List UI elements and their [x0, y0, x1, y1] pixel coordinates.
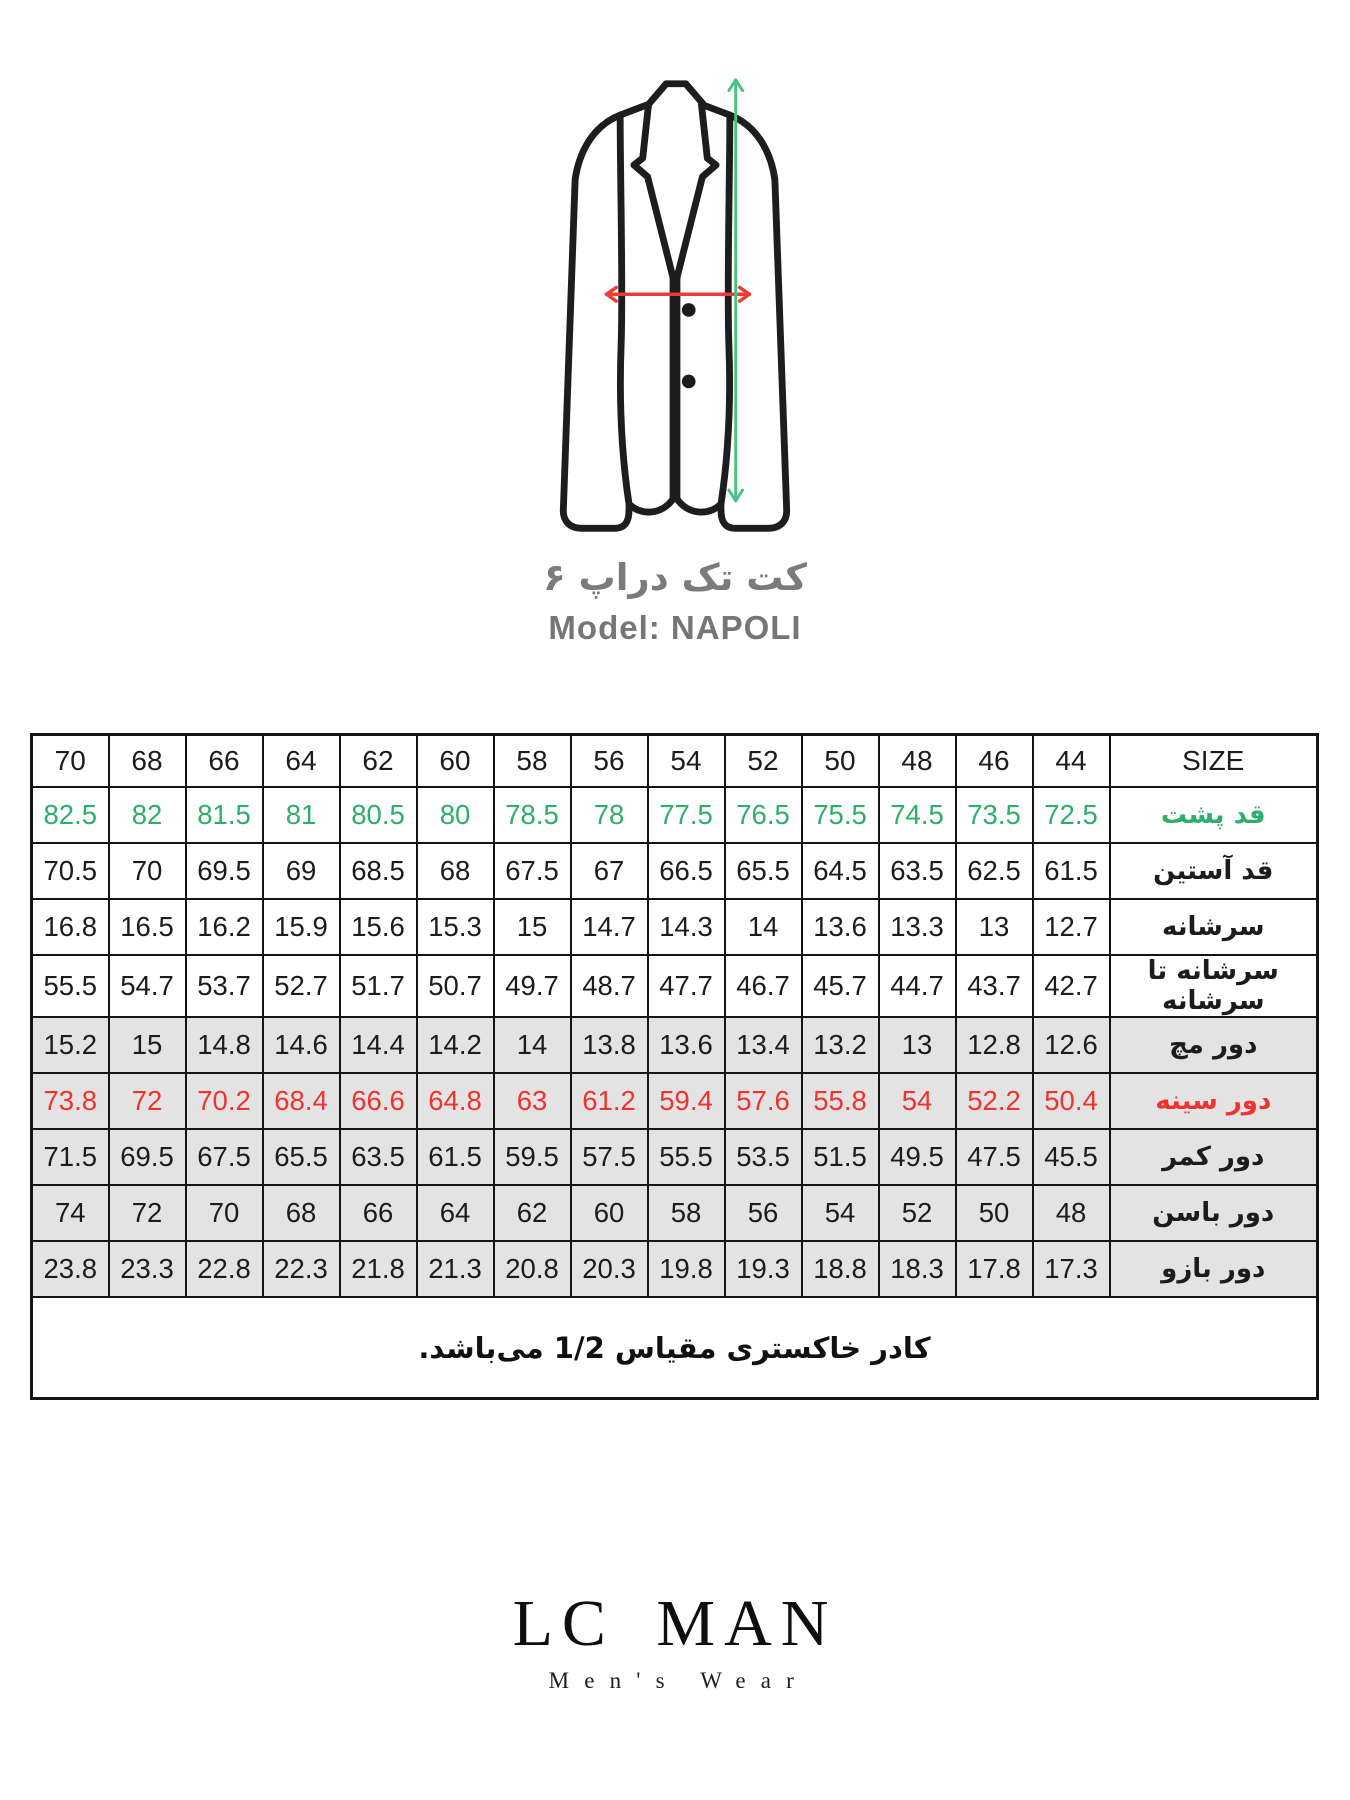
measurement-row-label: دور کمر: [1110, 1129, 1318, 1185]
measurement-cell: 55.5: [32, 955, 109, 1017]
measurement-cell: 61.5: [1033, 843, 1110, 899]
measurement-cell: 21.3: [417, 1241, 494, 1297]
measurement-cell: 66.6: [340, 1073, 417, 1129]
measurement-cell: 51.5: [802, 1129, 879, 1185]
measurement-cell: 63.5: [879, 843, 956, 899]
brand-tagline: Men's Wear: [548, 1668, 809, 1693]
measurement-cell: 13.3: [879, 899, 956, 955]
model-label: Model: NAPOLI: [548, 609, 802, 646]
measurement-row-label: دور سینه: [1110, 1073, 1318, 1129]
measurement-row: [32, 1129, 1318, 1185]
size-column-header: 52: [725, 735, 802, 788]
measurement-cell: 14.7: [571, 899, 648, 955]
measurement-cell: 56: [725, 1185, 802, 1241]
measurement-cell: 14.4: [340, 1017, 417, 1073]
measurement-cell: 15: [494, 899, 571, 955]
jacket-button-bottom: [682, 375, 696, 389]
measurement-cell: 82: [109, 787, 186, 843]
measurement-cell: 45.7: [802, 955, 879, 1017]
measurement-cell: 48.7: [571, 955, 648, 1017]
measurement-cell: 69: [263, 843, 340, 899]
measurement-cell: 48: [1033, 1185, 1110, 1241]
measurement-row: [32, 1241, 1318, 1297]
size-chart-table: [30, 733, 1319, 1400]
measurement-cell: 82.5: [32, 787, 109, 843]
measurement-cell: 75.5: [802, 787, 879, 843]
measurement-cell: 15.2: [32, 1017, 109, 1073]
size-column-header: 56: [571, 735, 648, 788]
measurement-cell: 54.7: [109, 955, 186, 1017]
measurement-cell: 17.8: [956, 1241, 1033, 1297]
measurement-cell: 64: [417, 1185, 494, 1241]
measurement-cell: 13: [956, 899, 1033, 955]
size-column-header: 64: [263, 735, 340, 788]
measurement-cell: 15.3: [417, 899, 494, 955]
size-column-header: 46: [956, 735, 1033, 788]
measurement-cell: 78: [571, 787, 648, 843]
measurement-cell: 78.5: [494, 787, 571, 843]
measurement-cell: 63: [494, 1073, 571, 1129]
jacket-collar: [649, 84, 704, 105]
measurement-cell: 51.7: [340, 955, 417, 1017]
measurement-cell: 23.8: [32, 1241, 109, 1297]
size-table-body: [32, 787, 1318, 1399]
measurement-cell: 70.2: [186, 1073, 263, 1129]
measurement-cell: 13.6: [648, 1017, 725, 1073]
measurement-row: [32, 1073, 1318, 1129]
size-header-row: [32, 735, 1318, 788]
measurement-cell: 54: [879, 1073, 956, 1129]
measurement-row: [32, 899, 1318, 955]
size-column-header: 70: [32, 735, 109, 788]
measurement-cell: 54: [802, 1185, 879, 1241]
measurement-row-label: سرشانه: [1110, 899, 1318, 955]
measurement-cell: 19.3: [725, 1241, 802, 1297]
brand-logo: LC MAN: [512, 1587, 838, 1660]
measurement-cell: 70.5: [32, 843, 109, 899]
measurement-cell: 52.7: [263, 955, 340, 1017]
measurement-cell: 16.2: [186, 899, 263, 955]
footnote-row: [32, 1297, 1318, 1399]
measurement-cell: 63.5: [340, 1129, 417, 1185]
measurement-row-label: دور مچ: [1110, 1017, 1318, 1073]
measurement-cell: 55.8: [802, 1073, 879, 1129]
measurement-cell: 18.3: [879, 1241, 956, 1297]
measurement-cell: 72.5: [1033, 787, 1110, 843]
measurement-cell: 14.2: [417, 1017, 494, 1073]
measurement-cell: 74.5: [879, 787, 956, 843]
measurement-cell: 68.4: [263, 1073, 340, 1129]
measurement-cell: 55.5: [648, 1129, 725, 1185]
size-column-header: 54: [648, 735, 725, 788]
measurement-cell: 14: [725, 899, 802, 955]
measurement-cell: 15: [109, 1017, 186, 1073]
measurement-cell: 12.6: [1033, 1017, 1110, 1073]
measurement-cell: 70: [109, 843, 186, 899]
measurement-cell: 53.5: [725, 1129, 802, 1185]
measurement-cell: 68: [417, 843, 494, 899]
measurement-cell: 49.7: [494, 955, 571, 1017]
measurement-cell: 12.7: [1033, 899, 1110, 955]
measurement-cell: 21.8: [340, 1241, 417, 1297]
measurement-cell: 60: [571, 1185, 648, 1241]
measurement-cell: 69.5: [109, 1129, 186, 1185]
measurement-cell: 14: [494, 1017, 571, 1073]
jacket-button-top: [682, 303, 696, 317]
measurement-row-label: دور باسن: [1110, 1185, 1318, 1241]
measurement-row: [32, 1017, 1318, 1073]
product-title-fa: کت تک دراپ ۶: [543, 556, 807, 599]
measurement-cell: 81.5: [186, 787, 263, 843]
measurement-cell: 22.3: [263, 1241, 340, 1297]
measurement-cell: 68.5: [340, 843, 417, 899]
measurement-cell: 59.5: [494, 1129, 571, 1185]
measurement-cell: 65.5: [263, 1129, 340, 1185]
measurement-cell: 43.7: [956, 955, 1033, 1017]
measurement-cell: 16.5: [109, 899, 186, 955]
measurement-cell: 81: [263, 787, 340, 843]
size-column-header: 50: [802, 735, 879, 788]
measurement-cell: 72: [109, 1185, 186, 1241]
measurement-cell: 13.6: [802, 899, 879, 955]
measurement-cell: 67.5: [186, 1129, 263, 1185]
measurement-cell: 13: [879, 1017, 956, 1073]
measurement-cell: 61.5: [417, 1129, 494, 1185]
measurement-cell: 62: [494, 1185, 571, 1241]
measurement-cell: 52.2: [956, 1073, 1033, 1129]
measurement-cell: 61.2: [571, 1073, 648, 1129]
measurement-cell: 77.5: [648, 787, 725, 843]
measurement-cell: 57.6: [725, 1073, 802, 1129]
measurement-row: [32, 955, 1318, 1017]
measurement-cell: 70: [186, 1185, 263, 1241]
measurement-cell: 13.2: [802, 1017, 879, 1073]
measurement-cell: 50: [956, 1185, 1033, 1241]
measurement-cell: 17.3: [1033, 1241, 1110, 1297]
measurement-cell: 45.5: [1033, 1129, 1110, 1185]
measurement-row-label: قد آستین: [1110, 843, 1318, 899]
measurement-row: [32, 1185, 1318, 1241]
measurement-cell: 66.5: [648, 843, 725, 899]
measurement-cell: 73.8: [32, 1073, 109, 1129]
measurement-cell: 16.8: [32, 899, 109, 955]
measurement-cell: 64.8: [417, 1073, 494, 1129]
measurement-cell: 20.3: [571, 1241, 648, 1297]
measurement-row-label: دور بازو: [1110, 1241, 1318, 1297]
jacket-figure: [0, 72, 1350, 647]
measurement-cell: 68: [263, 1185, 340, 1241]
measurement-cell: 57.5: [571, 1129, 648, 1185]
scale-footnote: کادر خاکستری مقیاس 1/2 می‌باشد.: [32, 1297, 1318, 1399]
measurement-row: [32, 843, 1318, 899]
size-header-label: SIZE: [1110, 735, 1318, 788]
measurement-cell: 14.3: [648, 899, 725, 955]
measurement-cell: 74: [32, 1185, 109, 1241]
measurement-cell: 46.7: [725, 955, 802, 1017]
measurement-cell: 67.5: [494, 843, 571, 899]
measurement-cell: 71.5: [32, 1129, 109, 1185]
size-column-header: 44: [1033, 735, 1110, 788]
size-column-header: 62: [340, 735, 417, 788]
measurement-cell: 12.8: [956, 1017, 1033, 1073]
size-column-header: 58: [494, 735, 571, 788]
measurement-cell: 66: [340, 1185, 417, 1241]
measurement-cell: 80.5: [340, 787, 417, 843]
jacket-left-panel: [620, 104, 673, 512]
measurement-cell: 65.5: [725, 843, 802, 899]
measurement-cell: 18.8: [802, 1241, 879, 1297]
measurement-cell: 80: [417, 787, 494, 843]
measurement-cell: 52: [879, 1185, 956, 1241]
measurement-cell: 76.5: [725, 787, 802, 843]
measurement-cell: 20.8: [494, 1241, 571, 1297]
measurement-cell: 15.9: [263, 899, 340, 955]
measurement-cell: 64.5: [802, 843, 879, 899]
measurement-cell: 53.7: [186, 955, 263, 1017]
measurement-cell: 62.5: [956, 843, 1033, 899]
measurement-cell: 14.8: [186, 1017, 263, 1073]
measurement-cell: 49.5: [879, 1129, 956, 1185]
measurement-cell: 14.6: [263, 1017, 340, 1073]
measurement-row: [32, 787, 1318, 843]
measurement-cell: 44.7: [879, 955, 956, 1017]
brand-block: [0, 1586, 1350, 1694]
size-column-header: 48: [879, 735, 956, 788]
measurement-cell: 19.8: [648, 1241, 725, 1297]
measurement-cell: 50.4: [1033, 1073, 1110, 1129]
measurement-cell: 47.5: [956, 1129, 1033, 1185]
measurement-row-label: سرشانه تا سرشانه: [1110, 955, 1318, 1017]
measurement-cell: 69.5: [186, 843, 263, 899]
measurement-cell: 72: [109, 1073, 186, 1129]
suit-jacket-icon: [516, 72, 834, 542]
measurement-cell: 22.8: [186, 1241, 263, 1297]
measurement-cell: 58: [648, 1185, 725, 1241]
size-column-header: 66: [186, 735, 263, 788]
measurement-cell: 42.7: [1033, 955, 1110, 1017]
measurement-cell: 13.8: [571, 1017, 648, 1073]
measurement-cell: 15.6: [340, 899, 417, 955]
measurement-cell: 50.7: [417, 955, 494, 1017]
measurement-cell: 23.3: [109, 1241, 186, 1297]
measurement-cell: 47.7: [648, 955, 725, 1017]
size-column-header: 68: [109, 735, 186, 788]
measurement-cell: 13.4: [725, 1017, 802, 1073]
size-column-header: 60: [417, 735, 494, 788]
measurement-cell: 67: [571, 843, 648, 899]
measurement-cell: 59.4: [648, 1073, 725, 1129]
measurement-row-label: قد پشت: [1110, 787, 1318, 843]
measurement-cell: 73.5: [956, 787, 1033, 843]
